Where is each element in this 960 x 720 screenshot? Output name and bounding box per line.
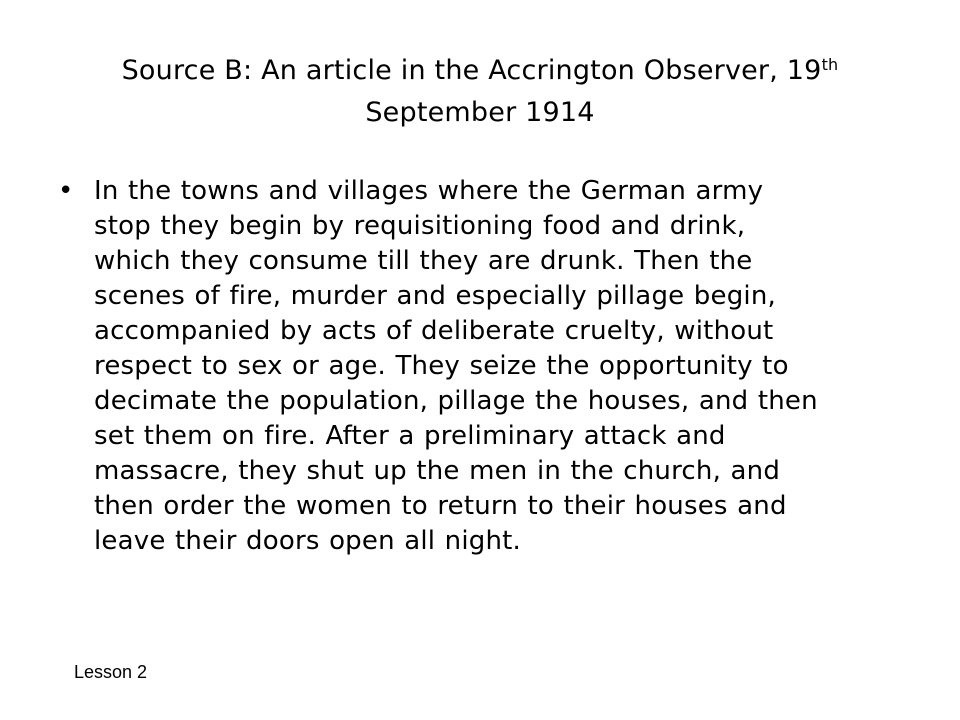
- lesson-label: Lesson 2: [74, 662, 148, 682]
- title-line-1-text: Source B: An article in the Accrington Observer, 19: [121, 55, 822, 86]
- slide-title: [0, 50, 960, 134]
- bullet-item: [58, 174, 908, 559]
- source-quote-text: In the towns and villages where the German army stop they begin by requisitioning food and drink, which they consume till they are drunk. Then the scenes of fire, murder and especially pillage begin, accompanied by acts of deliberate cruelty, without respect to sex or age. They seize the opportunity to decimate the population, pillage the houses, and then set them on fire. After a preliminary attack and massacre, they shut up the men in the church, and then order the women to return to their houses and leave their doors open all night.: [94, 176, 818, 556]
- title-line-1: [0, 50, 960, 92]
- title-superscript: th: [821, 55, 839, 74]
- title-line-2: September 1914: [365, 97, 595, 128]
- bullet-marker: •: [58, 176, 74, 206]
